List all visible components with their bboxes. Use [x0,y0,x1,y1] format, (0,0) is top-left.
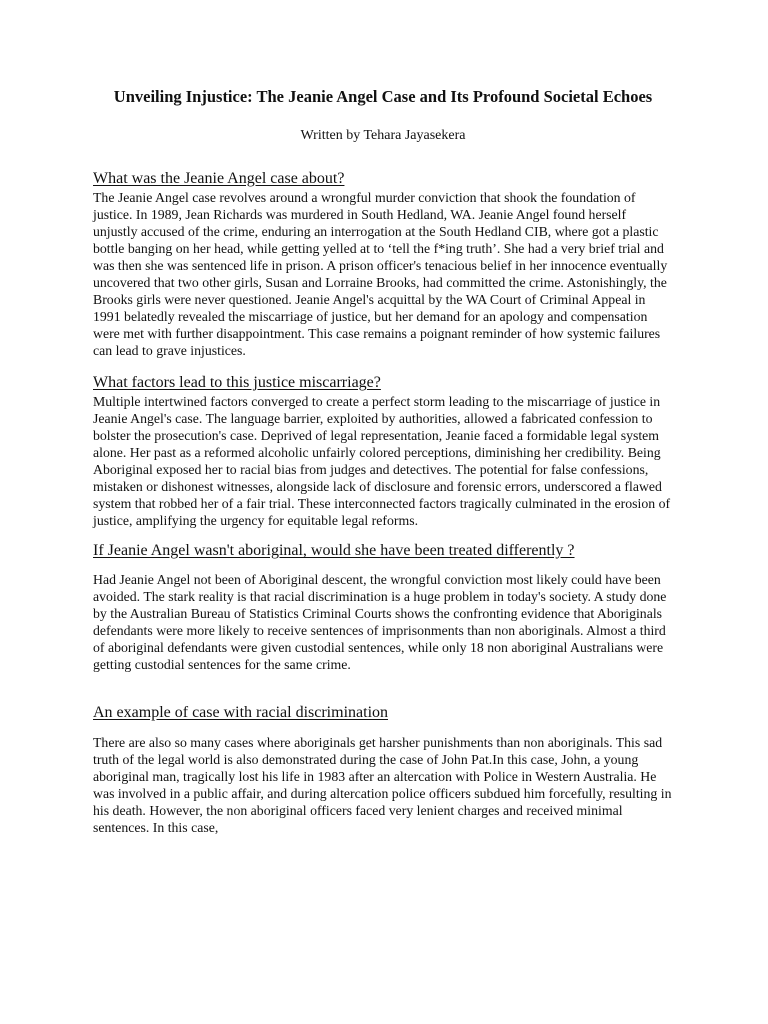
author-byline: Written by Tehara Jayasekera [300,128,466,143]
section-case-summary [93,169,673,359]
section-heading: What factors lead to this justice miscarriage? [93,374,381,391]
section-heading: If Jeanie Angel wasn't aboriginal, would she have been treated differently ? [93,542,575,559]
section-paragraph: Multiple intertwined factors converged to create a perfect storm leading to the miscarriage of justice in Jeanie Angel's case. The language barrier, exploited by authorities, allowed a fabricated confession to bolster the prosecution's case. Deprived of legal representation, Jeanie faced a formidable legal system alone. Her past as a reformed alcoholic unfairly colored perceptions, diminishing her credibility. Being Aboriginal exposed her to racial bias from judges and detectives. The potential for false confessions, mistaken or dishonest witnesses, alongside lack of disclosure and forensic errors, underscored a flawed system that robbed her of a fair trial. These interconnected factors tragically culminated in the erosion of justice, amplifying the urgency for equitable legal reforms. [93,394,671,528]
section-paragraph: The Jeanie Angel case revolves around a wrongful murder conviction that shook the foundation of justice. In 1989, Jean Richards was murdered in South Hedland, WA. Jeanie Angel found herself unjustly accused of the crime, enduring an interrogation at the South Hedland CIB, where got a plastic bottle banging on her head, while getting yelled at to ‘tell the f*ing truth’. She had a very brief trial and was then she was sentenced life in prison. A prison officer's tenacious belief in her innocence eventually uncovered that two other girls, Susan and Lorraine Brooks, had committed the crime. Astonishingly, the Brooks girls were never questioned. Jeanie Angel's acquittal by the WA Court of Criminal Appeal in 1991 belatedly revealed the miscarriage of justice, but her demand for an apology and compensation were met with further disappointment. This case remains a poignant reminder of how systemic failures can lead to grave injustices. [93,190,668,358]
section-heading: What was the Jeanie Angel case about? [93,170,345,187]
section-paragraph: Had Jeanie Angel not been of Aboriginal descent, the wrongful conviction most likely could have been avoided. The stark reality is that racial discrimination is a huge problem in today's society. A study done by the Australian Bureau of Statistics Criminal Courts shows the confronting evidence that Aboriginals defendants were more likely to receive sentences of imprisonments than non aboriginals. Almost a third of aboriginal defendants were given custodial sentences, while only 18 non aboriginal Australians were getting custodial sentences for the same crime. [93,572,667,672]
section-racial-treatment [93,541,673,673]
document-title: Unveiling Injustice: The Jeanie Angel Case and Its Profound Societal Echoes [113,87,653,106]
document-page [93,86,673,836]
section-discrimination-example [93,703,673,836]
section-contributing-factors [93,373,673,529]
section-paragraph: There are also so many cases where aboriginals get harsher punishments than non aboriginals. This sad truth of the legal world is also demonstrated during the case of John Pat.In this case, John, a young aboriginal man, tragically lost his life in 1983 after an altercation with Police in Western Australia. He was involved in a public affair, and during altercation police officers subdued him forcefully, resulting in his death. However, the non aboriginal officers faced very lenient charges and received minimal sentences. In this case, [93,735,672,835]
section-heading: An example of case with racial discrimination [93,704,389,721]
